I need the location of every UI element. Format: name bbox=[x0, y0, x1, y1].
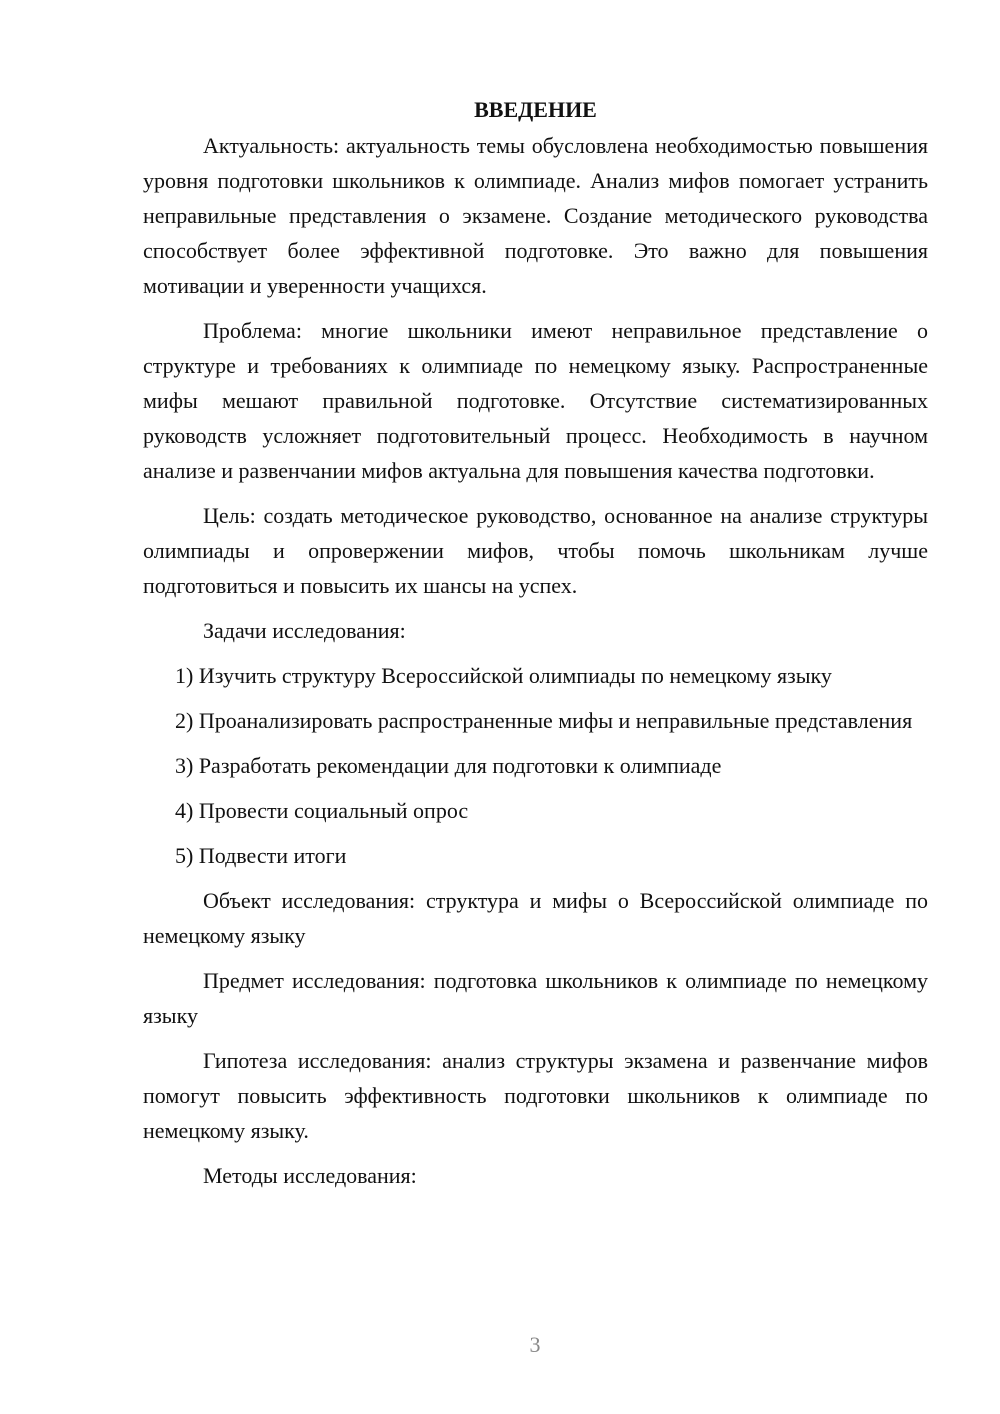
tasks-heading: Задачи исследования: bbox=[203, 618, 406, 643]
page-number: 3 bbox=[529, 1332, 541, 1357]
hypothesis-paragraph: Гипотеза исследования: анализ структуры экзамена и развенчание мифов помогут повысить эффективность подготовки школьников к олимпиаде по немецкому языку. bbox=[143, 1048, 928, 1143]
task-item-1: 1) Изучить структуру Всероссийской олимпиады по немецкому языку bbox=[175, 663, 832, 688]
problem-paragraph: Проблема: многие школьники имеют неправильное представление о структуре и требованиях к олимпиаде по немецкому языку. Распространенные мифы мешают правильной подготовке. Отсутствие систематизированных руководств усложняет подготовительный процесс. Необходимость в научном анализе и развенчании мифов актуальна для повышения качества подготовки. bbox=[143, 318, 928, 483]
task-item-2: 2) Проанализировать распространенные мифы и неправильные представления bbox=[175, 708, 913, 733]
task-item-4: 4) Провести социальный опрос bbox=[175, 798, 469, 823]
goal-paragraph: Цель: создать методическое руководство, основанное на анализе структуры олимпиады и опровержении мифов, чтобы помочь школьникам лучше подготовиться и повысить их шансы на успех. bbox=[143, 503, 928, 598]
object-paragraph: Объект исследования: структура и мифы о Всероссийской олимпиаде по немецкому языку bbox=[143, 888, 928, 948]
task-item-3: 3) Разработать рекомендации для подготовки к олимпиаде bbox=[175, 753, 722, 778]
methods-heading: Методы исследования: bbox=[203, 1163, 417, 1188]
section-title: ВВЕДЕНИЕ bbox=[474, 97, 597, 122]
subject-paragraph: Предмет исследования: подготовка школьников к олимпиаде по немецкому языку bbox=[143, 968, 928, 1028]
relevance-paragraph: Актуальность: актуальность темы обусловлена необходимостью повышения уровня подготовки школьников к олимпиаде. Анализ мифов помогает устранить неправильные представления о экзамене. Создание методического руководства способствует более эффективной подготовке. Это важно для повышения мотивации и уверенности учащихся. bbox=[143, 133, 928, 298]
document-page bbox=[143, 92, 928, 1203]
task-item-5: 5) Подвести итоги bbox=[175, 843, 347, 868]
